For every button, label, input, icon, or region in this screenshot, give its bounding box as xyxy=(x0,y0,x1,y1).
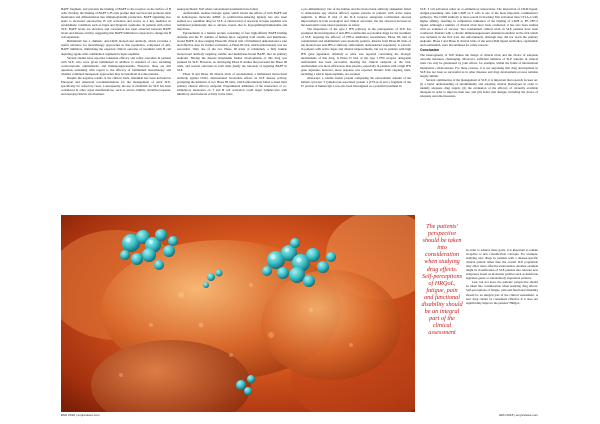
paragraph: BAFF fragment, and prevents the binding of BAFF to the receptor on the surface of B cells. Notably, the binding of BAFF to B cells prompt their survival and promotes their maturation and differentiation into immunoglobulin production. BAFF signalling also leads to increased autoreactive B cell activation and serves as a key mediator in autoimmune conditions such as lupus and Sjögren's syndrome. In patients with active SLE, BAFF levels are elevated, and correlation has been observed between BAFF levels and disease activity, suggesting that BAFF inhibition is expected to change the B cell expansion. xyxy=(61,7,171,40)
footer-left: EMJ 2018 | emjreviews.com xyxy=(61,413,100,417)
footer-right: EMJ 2018 | emjreviews.com xyxy=(499,413,538,417)
paragraph: Epratuzumab is a human protein consisting of four high-affinity BAFF-binding domains and the Fc domain of human IgG1, targeting both soluble and membrane-bound BAFF. A dose-ranging Phase IIb clinical trial of blisibimod demonstrated a safe and effective dose for further evaluation. A Phase III trial, which unfortunately was not successful. Only one of the two Phase III trials of tabalumab, a fully human monoclonal antibody targeting soluble and membrane-bound BAFF, met its primary endpoint. Having the disease Interleukin further developments of this drug was planned for SLE. However, no developing Phase II studies that preceded the Phase III trials, and several outcomes in both trials justify the rationale of targeting BAFF in SLE. xyxy=(177,31,287,72)
text-column-4 xyxy=(420,7,538,215)
hero-illustration xyxy=(61,215,415,412)
paragraph: Despite the negative results of the clinical trials, rituximab has been included in European and American recommendations for the management of renal SLE, specifically for refractory cases. Consequently, the use of rituximab for SLE has been considered in other organ manifestations, such as severe arthritis, thrombocytopenia, and neuropsychiatric involvement. xyxy=(61,75,171,96)
section-heading-conclusion: Conclusion xyxy=(420,48,440,53)
paragraph: neuropsychiatric SLE when conventional treatments have failed. xyxy=(177,7,259,11)
paragraph: Anifrolumab, another biologic agent, which blocks the effects of both BAFF and its homologous molecule APRIL (a proliferation-inducing ligand), has also been studied as a candidate drug for SLE. A clinical trial of atacicept in lupus nephritis was terminated prematurely due to adverse events, that is, hypogammaglobulinaemia and infections. xyxy=(177,11,287,32)
paragraph: Abatacept, a soluble fusion protein comprising the extracellular domain of the human cytotoxic T lymphocyte-associated protein 4 (CTLA-4) and a fragment of the Fc portion of human IgG1, has also been investigated as a potential treatment in xyxy=(301,75,411,88)
paragraph: Several studies have reported consistent efficacy and safety outcomes in patients with SLE, who were given belimumab in addition to standard of care, including corticosteroids, antimalarials, and immunosuppressants. However, there are still questions remaining with regard to the efficacy of belimumab monotherapy and whether combined therapeutic approaches may be beneficial in some patients. xyxy=(61,55,171,76)
paragraph: Belimumab has a chimeric anti-CD20 monoclonal antibody, which provides a useful reference for monotherapy approaches in this population, comprised of anti-BAFF inhibitors, mimicking the expected clinical outcome of treatment with B cell depleting agents with combination regimens in lupus nephritis. xyxy=(61,39,171,56)
pull-quote xyxy=(421,223,463,337)
paragraph: The importance of the type I IFN pathway in the pathogenesis of SLE has prompted the investigation of anti-IFN-α antibodies as potential drugs for the treatment of SLE, targeting the efficacy of IFN-α inhibition; nevertheless, Phase IIb trial of rontalizumab and sifalimumab were modestly positive. Results from Phase III trials of the monoclonal anti-IFN-α antibody anifrolumab demonstrated superiority to placebo in patients with active lupus and clinical improvements, but not in patients with high IFN gene signatures, similarly to what was reported concerning the biologic mechanisms of this drug. A Phase II trial of the type I IFN receptor antagonist anifrolumab has been successful, meeting the clinical endpoint of the trial. Anifrolumab was more efficacious than placebo, especially in patients with a high IFN gene signature, however, more response was reported. Results from ongoing trials, including a trial in lupus nephritis, are awaited. xyxy=(301,27,411,76)
text-column-3 xyxy=(301,7,411,215)
text-column-4-continued xyxy=(466,248,538,412)
text-column-2 xyxy=(177,7,287,215)
paragraph: a pro-inflammatory role of the human and the monoclonal antibody sirukumab failed to demonstrate any clinical efficacy against placebo in patients with active lupus nephritis. A Phase II trial of the IL-6 receptor antagonist tocilizumab showed improvement in both serological and clinical outcomes, but the observed decrease in the neutrophil count raised questions on safety. xyxy=(301,7,411,28)
paragraph: Phase II and Phase III clinical trials of epratuzumab, a humanised monoclonal antibody against CD22, demonstrated favourable effects on SLE disease activity, prompting the initiation of two Phase III trials, which unfortunately failed to meet their primary clinical efficacy endpoint. Experimental inhibition of the interaction of co-stimulatory molecules on T and B cell activation could target lymphocytes with inhibitory and moderate activity in the trials. xyxy=(177,71,287,96)
paragraph: In order to achieve these goals, it is important to remain receptive to new classification concepts. For example, studying new drugs in patients with a disease-specific clinical pattern rather than the overall SLE population may allow more effective intervention. Another example might be classification of SLE patients into relevant new subgroups based on molecular profiles such as interferon signature genes or autoantibody expression patterns. xyxy=(466,248,538,281)
paragraph: Several optimisation of the management of SLE, it is important that research focuses on: (i) a better understanding of autoimmunity and adopting clinical phenotypes in order to identify adequate drug targets; (ii) the evaluation of the efficacy of currently available therapies in order to improve their use; and (iii) better trial designs, including the choice of adequate outcome measures. xyxy=(420,77,538,98)
paragraph: Last, but not least, the patients' perspective should be taken into consideration when studying drug effects. Self-perceptions of fatigue, pain and functional disability should be an integral part of the clinical assessment. A new drug cannot be considered effective if it does not significantly improve the patients' HRQoL. xyxy=(466,280,538,305)
text-column-1 xyxy=(61,7,171,215)
paragraph: SLE. T cell activation relies on co-stimulatory interactions. The interaction of CD40 ligand, antigen-presenting cells with CD28 on T cells is one of the most important costimulatory pathways. The CD28 antibody is more potent in blocking Trm activation than CTLA-4 with higher affinity, resulting in competitive inhibition of the binding of CD28 to B7-1/B7-2 ligand. Although a number of clinical trials have been conducted, it has also been studied with no evidence of success. Two randomised clinical trials in SLE patients have been conducted. Patients with a chronic immunosuppressant remained tolerable; in the trial which was included in the first trial, but unfortunately, although they did not reach the primary endpoint. Phase I and Phase II clinical trials of the anti-CD40 ligand antibodies, ruplizumab and toralizumab, were discontinued for safety reasons. xyxy=(420,7,538,48)
pull-quote-text: The patients' perspective should be taken into consideration when studying drug effects. Self-perceptions of HRQoL, fatigue, pain and functional disability should be an integral part of the clinical assessment xyxy=(421,223,463,337)
paragraph: The heterogeneity of SLE makes the design of clinical trials and the choice of adequate outcome measures challenging. Moreover, sufficient numbers of SLE patients in clinical trials can only be guaranteed by joint efforts, for example, within the frame of international multicentre collaborations. For these reasons, it is not surprising that drug development in SLE has not been as successful as in other diseases and drug development process remains largely similar. xyxy=(420,53,538,78)
